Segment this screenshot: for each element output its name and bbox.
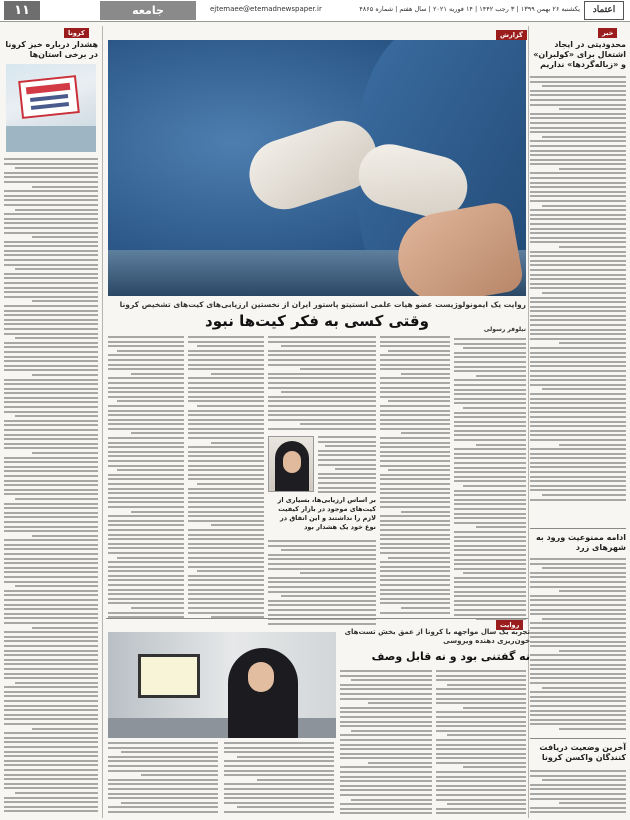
- masthead: [0, 0, 630, 22]
- right-column: [530, 28, 626, 816]
- lower-story-body-col-3: [108, 742, 218, 816]
- left-column-headline: هشدار درباره خیز کرونا در برخی استان‌ها: [5, 40, 98, 59]
- left-column: [4, 28, 98, 816]
- left-column-body-text: [4, 158, 98, 814]
- lower-story-body-col-1: [340, 670, 432, 816]
- main-story-headline: وقتی کسی به فکر کیت‌ها نبود: [205, 312, 429, 330]
- page-number: ۱۱: [4, 1, 40, 20]
- email-address: ejtemaee@etemadnewspaper.ir: [210, 5, 322, 13]
- main-story-kicker: روایت یک ایمونولوژیست عضو هیات علمی انستیتو پاستور ایران از نخستین ارزیابی‌های کیت‌های تشخیص کرونا: [119, 300, 526, 309]
- lower-story-kicker: تجربه یک سال مواجهه با کرونا از عمق بخش تست‌های خون‌ریزی دهنده ویروسی: [344, 628, 530, 645]
- main-story-body-col-4: [380, 336, 450, 626]
- lower-story-headline: نه گفتنی بود و نه قابل وصف: [371, 650, 530, 663]
- main-story-body-col-1: [108, 336, 184, 626]
- section-name: جامعه: [100, 1, 196, 20]
- section-tag-report: گزارش: [496, 30, 527, 40]
- section-tag-corona: کرونا: [64, 28, 89, 38]
- main-story-body-col-3a: [268, 336, 376, 432]
- column-divider: [528, 26, 529, 818]
- lower-story-body-col-2: [436, 670, 526, 816]
- lab-worker-photo: [108, 632, 336, 738]
- main-story-body-col-3b: [318, 436, 376, 494]
- hospital-sign-photo: [6, 64, 96, 152]
- right-column-body-text-2: [530, 558, 626, 736]
- section-tag-narrative: روایت: [496, 620, 523, 630]
- main-story-body-col-2: [188, 336, 264, 626]
- right-column-divider: [530, 738, 626, 739]
- right-column-divider: [530, 528, 626, 529]
- right-column-headline-3: آخرین وضعیت دریافت کنندگان واکسن کرونا: [539, 743, 626, 762]
- right-column-body-text: [530, 76, 626, 526]
- hero-photo-gloved-hands: [108, 40, 526, 296]
- author-portrait: [268, 436, 314, 492]
- lower-story-body-col-4: [224, 742, 334, 816]
- right-column-headline: محدودیتی در ایجاد اشتغال برای «کولبران» و «زباله‌گردها» نداریم: [533, 40, 626, 69]
- issue-info: یکشنبه ۲۶ بهمن ۱۳۹۹ | ۳ رجب ۱۴۴۲ | ۱۴ فوریه ۲۰۲۱ | سال هفتم | شماره ۴۸۶۵: [359, 5, 580, 13]
- story-divider: [106, 618, 528, 619]
- newspaper-logo: اعتماد: [584, 1, 624, 20]
- right-column-body-text-3: [530, 770, 626, 814]
- pull-quote: بر اساس ارزیابی‌ها، بسیاری از کیت‌های موجود در بازار کیفیت لازم را نداشتند و این اتفاق در نوع خود یک هشدار بود: [277, 496, 376, 531]
- main-story-body-col-5: [454, 338, 526, 626]
- main-story-body-col-3c: [268, 540, 376, 626]
- column-divider: [102, 26, 103, 818]
- main-story-author: نیلوفر رسولی: [483, 326, 526, 333]
- section-tag-news: خبر: [598, 28, 617, 38]
- right-column-headline-2: ادامه ممنوعیت ورود به شهرهای زرد: [535, 533, 626, 552]
